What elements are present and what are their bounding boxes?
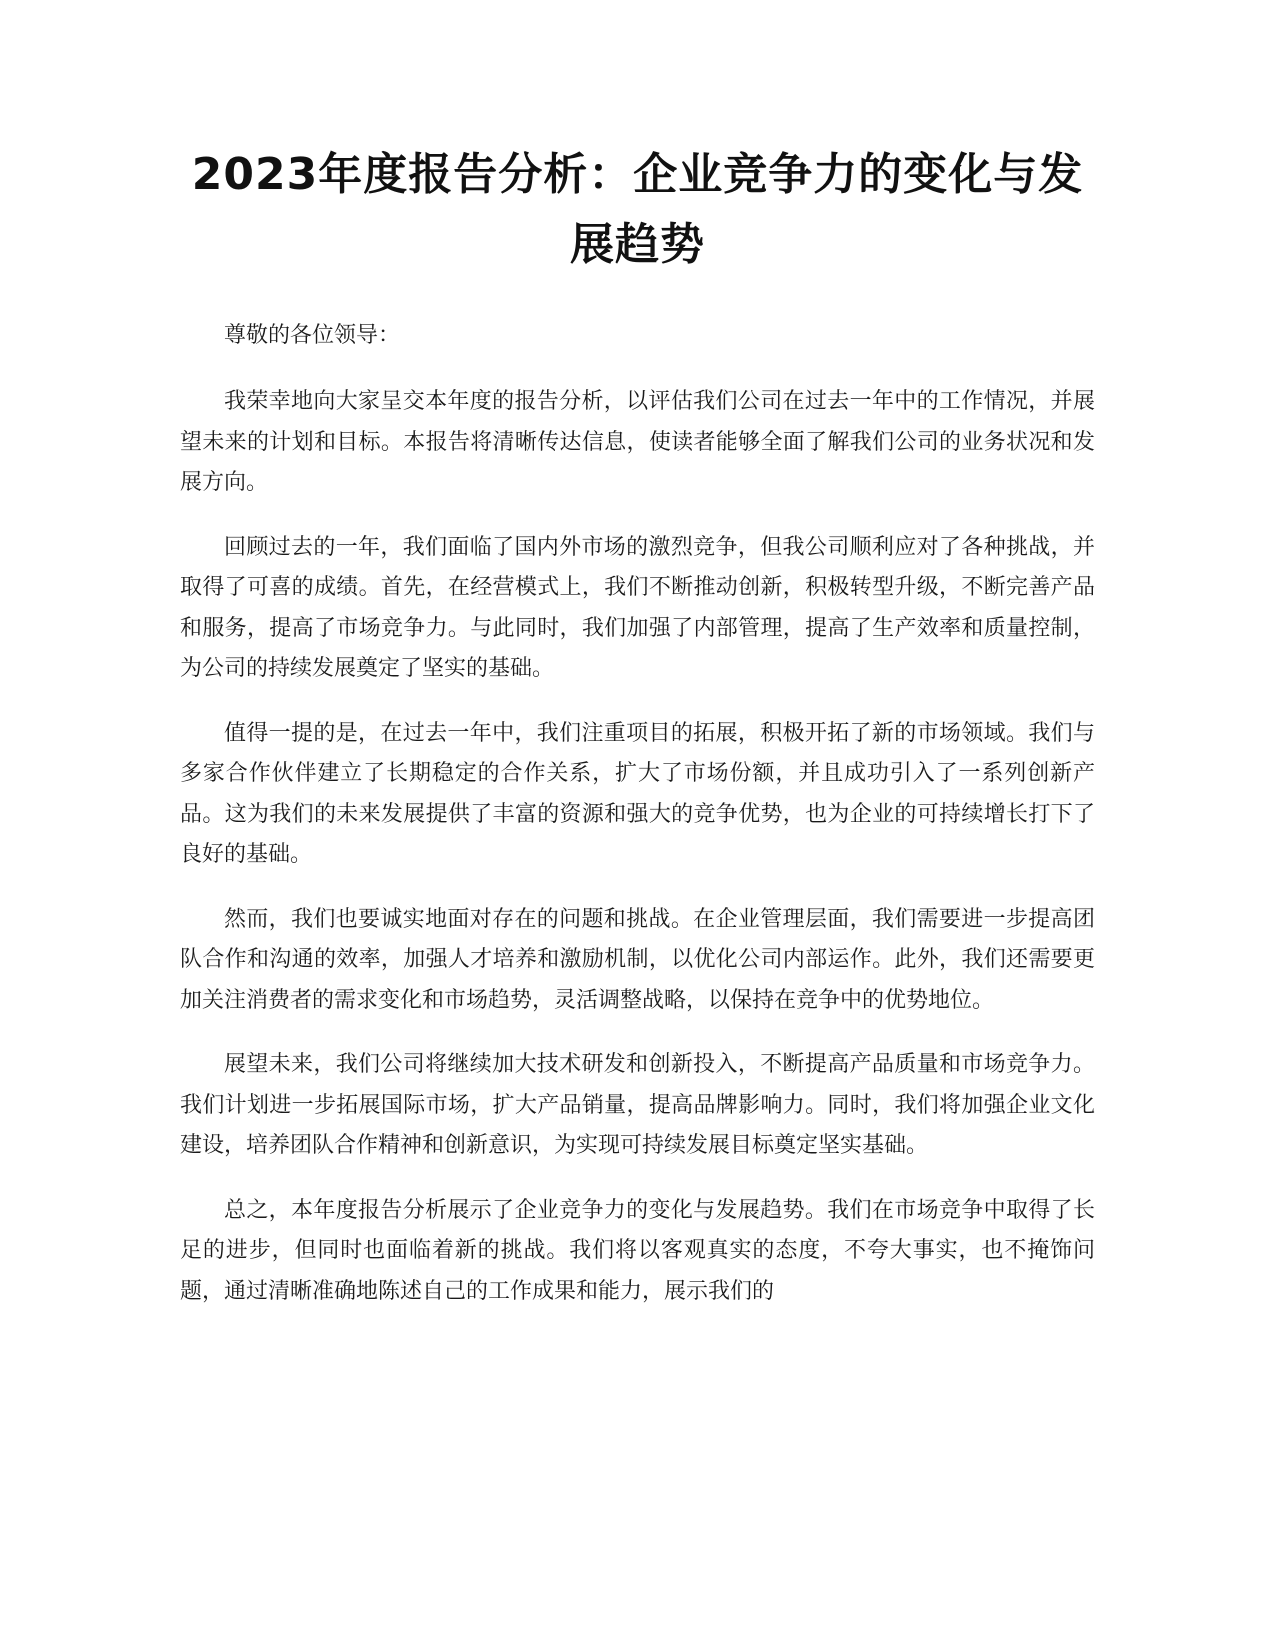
document-body — [180, 316, 1095, 1336]
paragraph-review: 回顾过去的一年，我们面临了国内外市场的激烈竞争，但我公司顺利应对了各种挑战，并取得了可喜的成绩。首先，在经营模式上，我们不断推动创新，积极转型升级，不断完善产品和服务，提高了市场竞争力。与此同时，我们加强了内部管理，提高了生产效率和质量控制，为公司的持续发展奠定了坚实的基础。 — [180, 534, 1095, 681]
paragraph-expansion: 值得一提的是，在过去一年中，我们注重项目的拓展，积极开拓了新的市场领域。我们与多家合作伙伴建立了长期稳定的合作关系，扩大了市场份额，并且成功引入了一系列创新产品。这为我们的未来发展提供了丰富的资源和强大的竞争优势，也为企业的可持续增长打下了良好的基础。 — [180, 720, 1095, 867]
salutation: 尊敬的各位领导： — [224, 323, 401, 348]
paragraph-outlook: 展望未来，我们公司将继续加大技术研发和创新投入，不断提高产品质量和市场竞争力。我们计划进一步拓展国际市场，扩大产品销量，提高品牌影响力。同时，我们将加强企业文化建设，培养团队合作精神和创新意识，为实现可持续发展目标奠定坚实基础。 — [180, 1052, 1095, 1158]
paragraph-summary: 总之，本年度报告分析展示了企业竞争力的变化与发展趋势。我们在市场竞争中取得了长足的进步，但同时也面临着新的挑战。我们将以客观真实的态度，不夸大事实，也不掩饰问题，通过清晰准确地陈述自己的工作成果和能力，展示我们的 — [180, 1197, 1095, 1304]
paragraph-intro: 我荣幸地向大家呈交本年度的报告分析，以评估我们公司在过去一年中的工作情况，并展望未来的计划和目标。本报告将清晰传达信息，使读者能够全面了解我们公司的业务状况和发展方向。 — [180, 389, 1095, 495]
document-title: 2023年度报告分析：企业竞争力的变化与发展趋势 — [191, 149, 1084, 270]
paragraph-challenges: 然而，我们也要诚实地面对存在的问题和挑战。在企业管理层面，我们需要进一步提高团队合作和沟通的效率，加强人才培养和激励机制，以优化公司内部运作。此外，我们还需要更加关注消费者的需求变化和市场趋势，灵活调整战略，以保持在竞争中的优势地位。 — [180, 906, 1095, 1013]
